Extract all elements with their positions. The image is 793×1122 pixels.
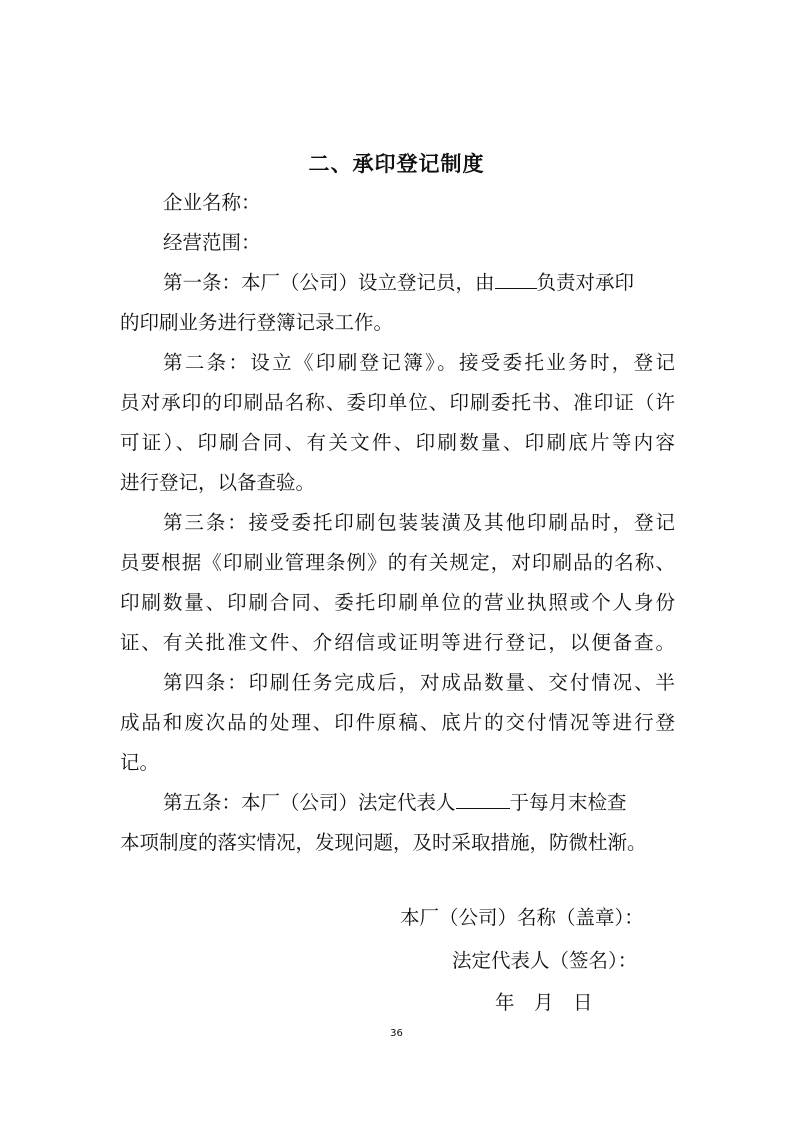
article2-line: 可证）、印刷合同、有关文件、印刷数量、印刷底片等内容 <box>120 431 675 454</box>
company-seal-label: 本厂（公司）名称（盖章）： <box>400 906 644 929</box>
article5-line1 <box>163 790 627 816</box>
article1-text-before-blank: 第一条：本厂（公司）设立登记员，由 <box>163 271 495 294</box>
article2-line: 进行登记，以备查验。 <box>120 471 316 494</box>
business-scope-label: 经营范围： <box>163 231 261 254</box>
article3-line: 员要根据《印刷业管理条例》的有关规定，对印刷品的名称、 <box>120 551 675 574</box>
article3-line: 证、有关批准文件、介绍信或证明等进行登记，以便备查。 <box>120 631 675 654</box>
legal-representative-signature-label: 法定代表人（签名）： <box>452 949 638 972</box>
company-name-label: 企业名称： <box>163 191 261 214</box>
document-title: 二、承印登记制度 <box>308 152 485 176</box>
article1-line1 <box>163 270 634 296</box>
article4-line: 记。 <box>120 751 160 774</box>
article2-line: 第二条：设立《印刷登记簿》。接受委托业务时，登记 <box>163 351 675 374</box>
article1-line2: 的印刷业务进行登簿记录工作。 <box>120 311 394 334</box>
article4-line: 成品和废次品的处理、印件原稿、底片的交付情况等进行登 <box>120 711 675 734</box>
article3-line: 第三条：接受委托印刷包装装潢及其他印刷品时，登记 <box>163 511 675 534</box>
article5-text-before-blank: 第五条：本厂（公司）法定代表人 <box>163 791 456 814</box>
article2-line: 员对承印的印刷品名称、委印单位、印刷委托书、准印证（许 <box>120 391 675 414</box>
page-number: 36 <box>390 1028 403 1039</box>
article4-line: 第四条：印刷任务完成后，对成品数量、交付情况、半 <box>163 671 675 694</box>
date-label: 年 月 日 <box>495 991 593 1014</box>
legal-representative-blank <box>456 790 510 809</box>
article3-line: 印刷数量、印刷合同、委托印刷单位的营业执照或个人身份 <box>120 591 675 614</box>
responsible-person-blank <box>495 270 537 289</box>
article1-text-after-blank: 负责对承印 <box>536 271 635 294</box>
article5-line2: 本项制度的落实情况，发现问题，及时采取措施，防微杜渐。 <box>120 831 647 854</box>
article5-text-after-blank: 于每月末检查 <box>509 791 627 814</box>
